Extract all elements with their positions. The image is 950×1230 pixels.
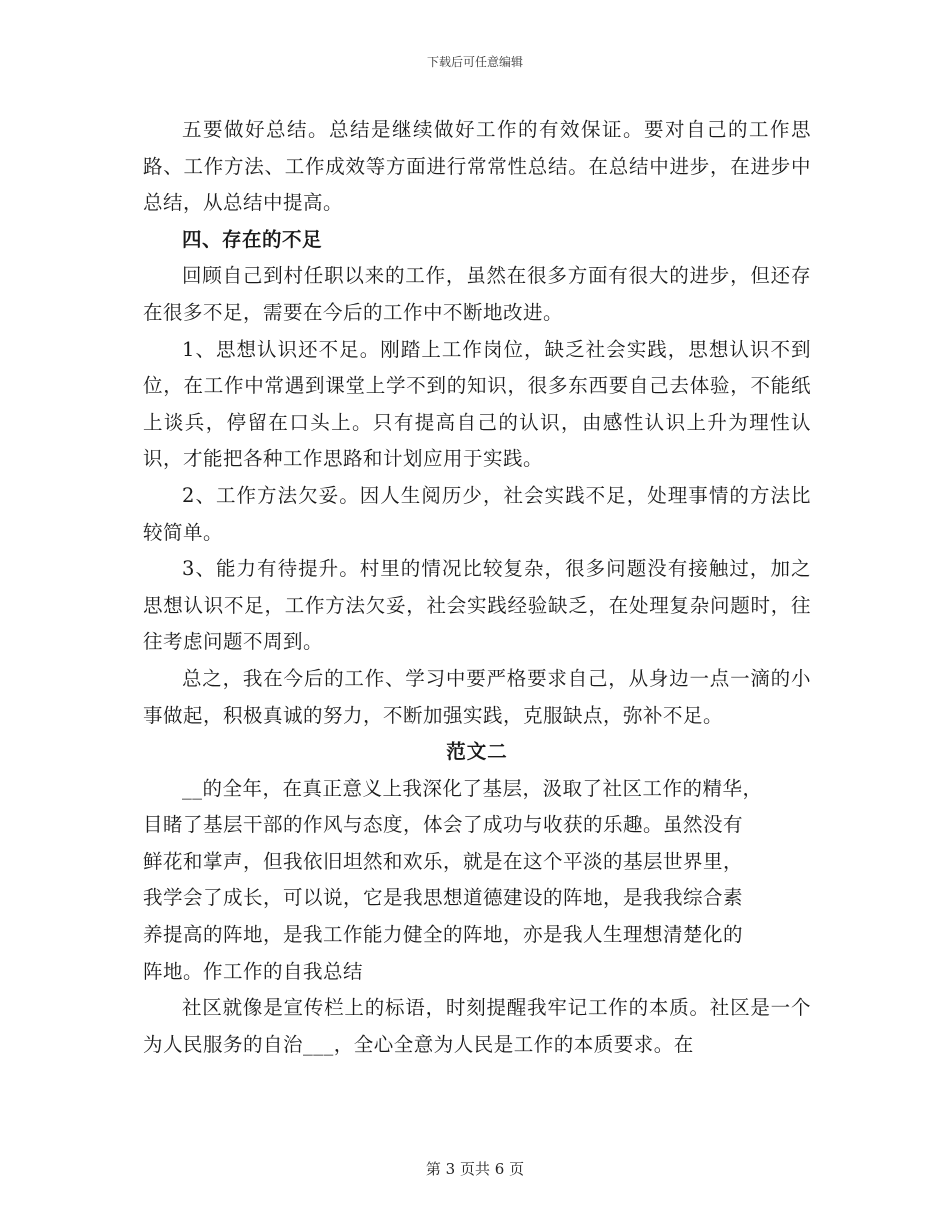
sample-title: 范文二 (446, 740, 508, 764)
paragraph-item-1: 1、思想认识还不足。刚踏上工作岗位，缺乏社会实践，思想认识不到位，在工作中常遇到课堂上学不到的知识，很多东西要自己去体验，不能纸上谈兵，停留在口头上。只有提高自己的认识，由感性认识上升为理性认识，才能把各种工作思路和计划应用于实践。 (143, 337, 811, 471)
paragraph-item-3: 3、能力有待提升。村里的情况比较复杂，很多问题没有接触过，加之思想认识不足，工作方法欠妥，社会实践经验缺乏，在处理复杂问题时，往往考虑问题不周到。 (143, 557, 811, 654)
paragraph-year-review (143, 771, 811, 991)
paragraph-conclusion: 总之，我在今后的工作、学习中要严格要求自己，从身边一点一滴的小事做起，积极真诚的努力，不断加强实践，克服缺点，弥补不足。 (143, 666, 811, 727)
page-header: 下载后可任意编辑 (426, 55, 523, 69)
paragraph-summary: 五要做好总结。总结是继续做好工作的有效保证。要对自己的工作思路、工作方法、工作成效等方面进行常常性总结。在总结中进步，在进步中总结，从总结中提高。 (143, 118, 811, 215)
document-body (143, 112, 811, 1063)
paragraph-line: 我学会了成长，可以说，它是我思想道德建设的阵地，是我我综合素 (143, 886, 744, 910)
paragraph-line: 养提高的阵地，是我工作能力健全的阵地，亦是我人生理想清楚化的 (143, 923, 744, 947)
page-footer: 第 3 页共 6 页 (425, 1160, 525, 1178)
paragraph-line: 目睹了基层干部的作风与态度，体会了成功与收获的乐趣。虽然没有 (143, 813, 744, 837)
paragraph-item-2: 2、工作方法欠妥。因人生阅历少，社会实践不足，处理事情的方法比较简单。 (143, 483, 811, 544)
paragraph-review: 回顾自己到村任职以来的工作，虽然在很多方面有很大的进步，但还存在很多不足，需要在今后的工作中不断地改进。 (143, 264, 811, 324)
section-heading-shortcomings: 四、存在的不足 (182, 227, 323, 251)
paragraph-community: 社区就像是宣传栏上的标语，时刻提醒我牢记工作的本质。社区是一个为人民服务的自治___，全心全意为人民是工作的本质要求。在 (143, 996, 811, 1056)
paragraph-line: 阵地。作工作的自我总结 (143, 959, 364, 983)
paragraph-line: __的全年，在真正意义上我深化了基层，汲取了社区工作的精华， (182, 776, 763, 800)
paragraph-line: 鲜花和掌声，但我依旧坦然和欢乐，就是在这个平淡的基层世界里， (143, 849, 744, 873)
